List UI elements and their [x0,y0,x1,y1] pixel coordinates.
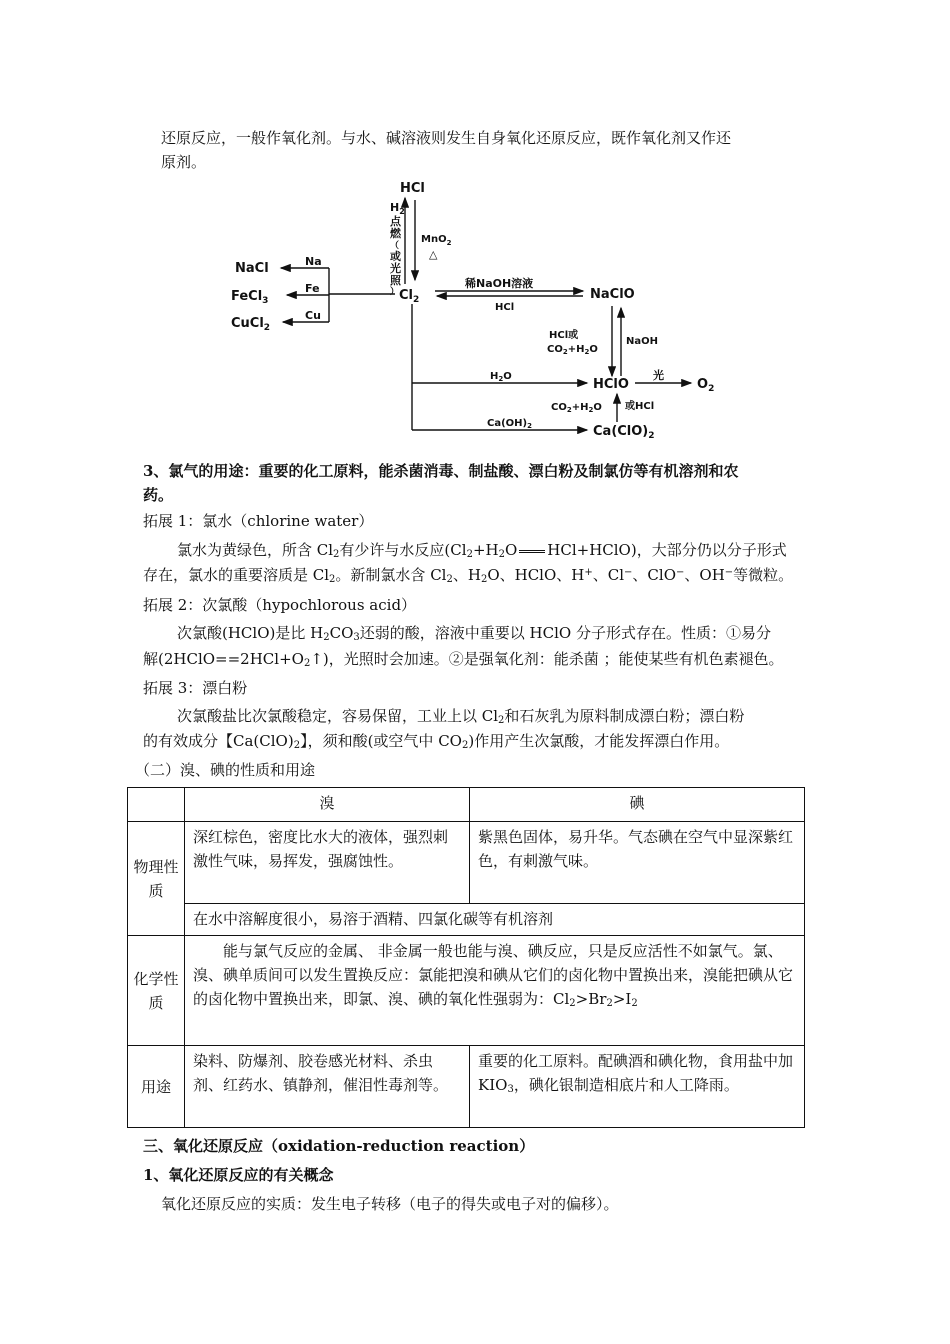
ignition-condition [389,214,402,297]
ext3-line-2: 的有效成分【$Ca(ClO)_2$】，须和酸(或空气中 $CO_2$)作用产生次氯酸，才能发挥漂白作用。 [143,732,730,751]
nacl-label: NaCl [235,261,269,276]
ext3-line-1: 次氯酸盐比次氯酸稳定，容易保留，工业上以 $Cl_2$和石灰乳为原料制成漂白粉；漂白粉 [177,707,745,726]
redox-essence: 氧化还原反应的实质：发生电子转移（电子的得失或电子对的偏移）。 [161,1195,619,1213]
cond-char-4: 或 [390,250,401,263]
ext2-title: 拓展 2：次氯酸（hypochlorous acid） [143,596,417,614]
section3-heading: 三、氧化还原反应（oxidation-reduction reaction） [143,1137,535,1155]
table-corner-cell [128,788,185,822]
delta-label: △ [429,248,438,261]
hcl-or-label: HCl或 [549,330,579,341]
bromine-iodine-table [127,787,805,1128]
cucl2-label: CuCl$_2$ [231,316,271,333]
ext1-title: 拓展 1：氯水（chlorine water） [143,512,374,530]
cond-char-7: ） [390,287,400,297]
h2-label: $H_2$ [390,201,405,216]
co2-h2o-b-label: $CO_2+H_2O$ [551,402,602,414]
hcl-back-label: HCl [495,302,515,313]
caclo2-label: $Ca(ClO)_2$ [593,424,655,441]
chlorine-reaction-diagram [225,176,725,446]
row-head-physical: 物理性质 [128,822,185,936]
table-header-row [128,788,805,822]
col-bromine: 溴 [185,788,470,822]
fe-label: Fe [305,282,320,295]
ext1-line-2: 存在，氯水的重要溶质是 $Cl_2$。新制氯水含 $Cl_2$、$H_2O$、HClO、H+、Cl−、ClO−、OH−等微粒。 [143,566,794,585]
co2-h2o-label: $CO_2+H_2O$ [547,344,598,356]
caoh2-label: $Ca(OH)_2$ [487,418,532,430]
uses-heading-line-2: 药。 [143,486,174,504]
mno2-label: MnO$_2$ [421,234,452,247]
use-bromine: 染料、防爆剂、胶卷感光材料、杀虫剂、红药水、镇静剂，催泪性毒剂等。 [185,1046,470,1128]
section2-heading: （二）溴、碘的性质和用途 [135,761,316,779]
o2-label: $O_2$ [697,377,715,394]
ext3-title: 拓展 3：漂白粉 [143,679,248,697]
naoh-label: NaOH [626,336,658,347]
hclo-label: HClO [593,377,629,392]
chem-text: 能与氯气反应的金属、 非金属一般也能与溴、碘反应，只是反应活性不如氯气。氯、溴、碘单质间可以发生置换反应：氯能把溴和碘从它们的卤化物中置换出来，溴能把碘从它的卤化物中置换出来，即氯、溴、碘的氧化性强弱为：$Cl_2>Br_2>I_2$ [185,936,805,1046]
naclo-label: NaClO [590,287,635,302]
cond-char-2: 燃 [390,227,401,240]
dilute-naoh-label: 稀NaOH溶液 [465,277,534,290]
cond-char-6: 照 [390,274,401,287]
na-label: Na [305,255,322,268]
phys-iodine: 紫黑色固体，易升华。气态碘在空气中显深紫红色，有刺激气味。 [470,822,805,904]
row-head-chemical: 化学性质 [128,936,185,1046]
use-iodine: 重要的化工原料。配碘酒和碘化物，食用盐中加 $KIO_3$，碘化银制造相底片和人工降雨。 [470,1046,805,1128]
phys-bromine: 深红棕色，密度比水大的液体，强烈刺激性气味，易挥发，强腐蚀性。 [185,822,470,904]
hcl-top-label: HCl [400,181,425,196]
cu-label: Cu [305,309,321,322]
intro-line-1: 还原反应，一般作氧化剂。与水、碱溶液则发生自身氧化还原反应，既作氧化剂又作还 [161,129,732,147]
table-row-physical [128,822,805,904]
intro-line-2: 原剂。 [161,153,207,171]
h2o-label: $H_2O$ [490,371,512,383]
table-row-uses [128,1046,805,1128]
light-label: 光 [653,369,664,382]
cl2-label: $Cl_2$ [399,288,420,305]
section3-sub1: 1、氧化还原反应的有关概念 [143,1166,334,1184]
phys-common: 在水中溶解度很小，易溶于酒精、四氯化碳等有机溶剂 [185,904,805,936]
ext1-line-1: 氯水为黄绿色，所含 $Cl_2$有少许与水反应($Cl_2+H_2O$ HCl+HClO)，大部分仍以分子形式 [177,541,787,560]
ext2-line-2: 解$(2HClO==2HCl+O_2↑)$，光照时会加速。②是强氧化剂：能杀菌 ；能使某些有机色素褪色。 [143,650,784,669]
table-row-physical-common [128,904,805,936]
cond-char-5: 光 [390,262,401,275]
fecl3-label: FeCl$_3$ [231,289,269,306]
row-head-uses: 用途 [128,1046,185,1128]
or-hcl-label: 或HCl [625,401,655,412]
ext2-line-1: 次氯酸(HClO)是比 $H_2CO_3$还弱的酸，溶液中重要以 HClO 分子形式存在。性质：①易分 [177,624,771,643]
cond-char-1: 点 [390,215,401,228]
col-iodine: 碘 [470,788,805,822]
cond-char-3: （ [390,241,400,251]
table-row-chemical [128,936,805,1046]
equilibrium-sign [519,550,545,553]
uses-heading-line-1: 3、氯气的用途：重要的化工原料，能杀菌消毒、制盐酸、漂白粉及制氯仿等有机溶剂和农 [143,462,739,480]
